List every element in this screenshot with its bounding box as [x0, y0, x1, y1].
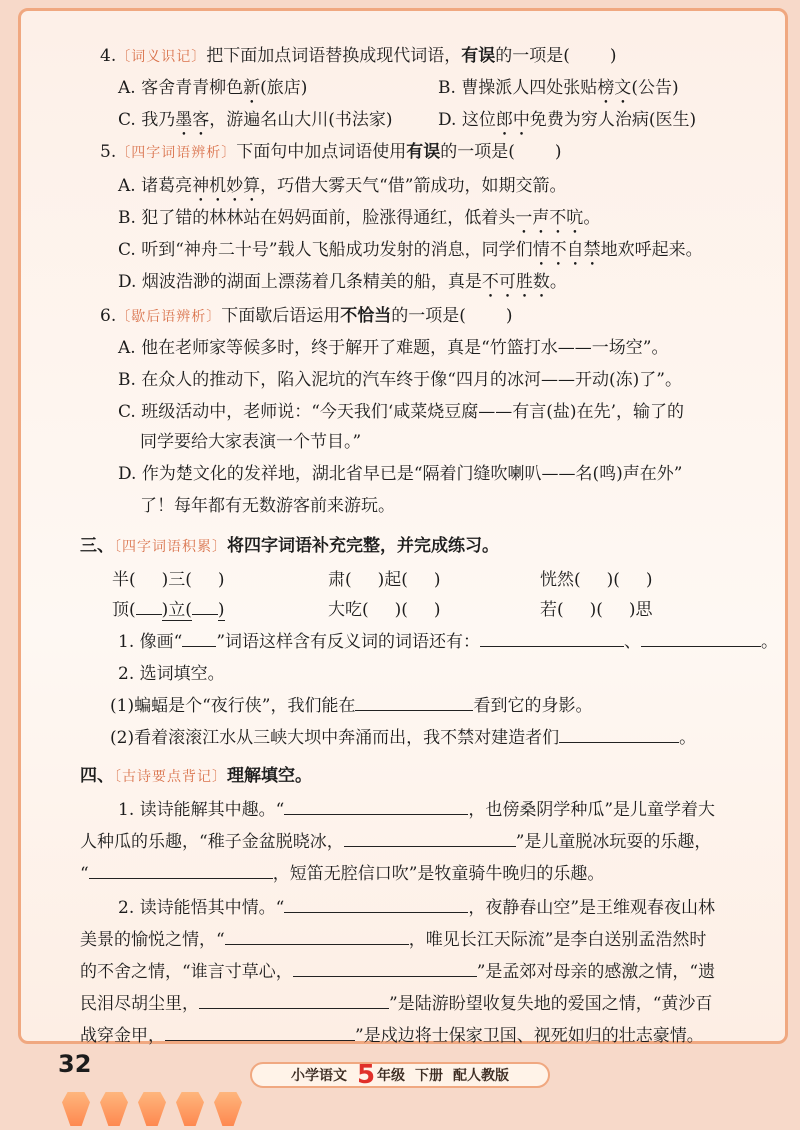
s4-l5-b: ，唯见长江天际流”是李白送别孟浩然时 — [408, 930, 707, 950]
s4-line-6 — [80, 960, 715, 984]
s4-line-1 — [118, 798, 715, 822]
s3-p4-blank[interactable] — [559, 727, 679, 743]
q5-stem-text2: 的一项是( — [440, 142, 515, 162]
q5-b-dotted: 一声不吭 — [515, 208, 584, 228]
q5-stem-text: 下面句中加点词语使用 — [236, 142, 407, 162]
q4-stem-emph: 有误 — [461, 46, 496, 66]
q4-d-text2: 免费为穷人治病(医生) — [529, 110, 697, 130]
q4-option-d[interactable] — [438, 108, 696, 140]
q5-stem-close: ) — [554, 142, 562, 162]
s3-p2-text: 2. 选词填空。 — [118, 664, 225, 684]
s4-blank-3[interactable] — [89, 863, 273, 879]
q5-d-dotted: 不可胜数 — [481, 272, 550, 292]
footer-subject: 小学语文 — [290, 1068, 347, 1084]
q4-stem-text: 把下面加点词语替换成现代词语， — [206, 46, 462, 66]
q4-option-a[interactable] — [118, 76, 307, 108]
s3-p1-blank-2[interactable] — [641, 631, 761, 647]
q6-option-d[interactable] — [118, 462, 682, 486]
q5-stem — [100, 140, 562, 165]
s4-l3-a: “ — [80, 864, 89, 884]
q5-a-dotted: 神机妙算 — [192, 176, 261, 196]
q6-b-text: B. 在众人的推动下，陷入泥坑的汽车终于像“四月的冰河——开动(冻)了”。 — [118, 370, 682, 390]
q5-tag: 〔四字词语辨析〕 — [116, 145, 237, 161]
idiom-6-b: )( — [589, 600, 603, 620]
idiom-6-c: )思 — [628, 600, 653, 620]
s4-l6-a: 的不舍之情，“谁言寸草心， — [80, 962, 293, 982]
footer-grade: 年级 — [377, 1068, 406, 1084]
s4-l2-a: 人种瓜的乐趣，“稚子金盆脱晓冰， — [80, 832, 344, 852]
q4-stem — [100, 44, 617, 69]
idiom-4[interactable] — [112, 598, 225, 622]
q5-option-d[interactable] — [118, 270, 567, 302]
idiom-1-a: 半( — [112, 570, 136, 590]
idiom-3[interactable] — [540, 568, 653, 592]
q4-option-b[interactable] — [438, 76, 679, 108]
s4-l7-a: 民泪尽胡尘里， — [80, 994, 199, 1014]
q5-stem-emph: 有误 — [406, 142, 441, 162]
idiom-4-c: ) — [217, 600, 225, 620]
footer-grade-number: 5 — [356, 1060, 376, 1090]
q5-c-dotted: 情不自禁 — [532, 240, 601, 260]
s3-p1-text-b: ”词语这样含有反义词的词语还有： — [216, 632, 481, 652]
idiom-6-a: 若( — [540, 600, 564, 620]
q6-tag: 〔歇后语辨析〕 — [116, 309, 222, 325]
s4-l4-a: 2. 读诗能悟其中情。“ — [118, 898, 285, 918]
q4-d-text: D. 这位 — [438, 110, 496, 130]
idiom-4-b: )立( — [161, 600, 192, 620]
q6-c-text: C. 班级活动中，老师说：“今天我们‘咸菜烧豆腐——有言(盐)在先’，输了的 — [118, 402, 684, 422]
idiom-5-a: 大吃( — [328, 600, 369, 620]
q6-stem-text2: 的一项是( — [391, 306, 466, 326]
idiom-2-b: )起( — [377, 570, 408, 590]
s4-blank-8[interactable] — [165, 1025, 355, 1041]
s4-line-2 — [80, 830, 711, 854]
s4-l1-b: ，也傍桑阴学种瓜”是儿童学着大 — [468, 800, 716, 820]
s4-blank-6[interactable] — [293, 961, 477, 977]
q4-c-dotted: 墨客 — [175, 110, 210, 130]
s3-p1-blank-1[interactable] — [480, 631, 624, 647]
s4-l1-a: 1. 读诗能解其中趣。“ — [118, 800, 285, 820]
book-info-badge — [250, 1062, 550, 1088]
q5-option-b[interactable] — [118, 206, 600, 238]
s4-blank-5[interactable] — [225, 929, 409, 945]
s3-practice-2-2 — [110, 726, 696, 750]
s4-l5-a: 美景的愉悦之情，“ — [80, 930, 225, 950]
idiom-2-a: 肃( — [328, 570, 352, 590]
idiom-5-c: ) — [433, 600, 441, 620]
q6-d-text: D. 作为楚文化的发祥地，湖北省早已是“隔着门缝吹喇叭——名(鸣)声在外” — [118, 464, 683, 484]
q5-a-text2: ，巧借大雾天气“借”箭成功，如期交箭。 — [260, 176, 567, 196]
q4-b-text: B. 曹操派人四处张贴 — [438, 78, 598, 98]
decorative-bars — [62, 1092, 242, 1126]
idiom-3-b: )( — [606, 570, 620, 590]
q4-tag: 〔词义识记〕 — [116, 49, 207, 65]
q6-a-text: A. 他在老师家等候多时，终于解开了难题，真是“竹篮打水——一场空”。 — [118, 338, 669, 358]
section-3-title: 将四字词语补充完整，并完成练习。 — [227, 536, 499, 556]
q5-option-c[interactable] — [118, 238, 703, 270]
s4-line-4 — [118, 896, 715, 920]
s3-p4-end: 。 — [679, 728, 697, 748]
idiom-5[interactable] — [328, 598, 441, 622]
s3-p3-blank[interactable] — [355, 695, 473, 711]
s4-line-5 — [80, 928, 706, 952]
decorative-bar-icon — [62, 1092, 90, 1126]
q4-stem-close: ) — [609, 46, 617, 66]
s4-l7-b: ”是陆游盼望收复失地的爱国之情，“黄沙百 — [389, 994, 713, 1014]
q4-a-text: A. 客舍青青柳色 — [118, 78, 244, 98]
q6-c-text2: 同学要给大家表演一个节目。” — [140, 432, 362, 452]
q4-c-text2: ，游遍名山大川(书法家) — [209, 110, 393, 130]
q6-stem-emph: 不恰当 — [340, 306, 392, 326]
q6-option-a[interactable] — [118, 336, 668, 360]
s4-l4-b: ，夜静春山空”是王维观春夜山林 — [468, 898, 716, 918]
footer-edition: 配人教版 — [453, 1068, 510, 1084]
q6-option-d-cont — [140, 494, 395, 518]
s3-p3-text-a: (1)蝙蝠是个“夜行侠”，我们能在 — [110, 696, 356, 716]
q6-stem-close: ) — [505, 306, 513, 326]
s4-blank-1[interactable] — [284, 799, 468, 815]
q5-c-text: C. 听到“神舟二十号”载人飞船成功发射的消息，同学们 — [118, 240, 533, 260]
s3-practice-2-1 — [110, 694, 592, 718]
s4-blank-4[interactable] — [284, 897, 468, 913]
section-3-number: 三、 — [80, 536, 114, 556]
section-3-tag: 〔四字词语积累〕 — [114, 539, 227, 555]
q6-option-c[interactable] — [118, 400, 684, 424]
q5-b-text: B. 犯了错的林林站在妈妈面前，脸涨得通红，低着头 — [118, 208, 516, 228]
idiom-6[interactable] — [540, 598, 653, 622]
q4-b-text2: (公告) — [631, 78, 679, 98]
s4-blank-2[interactable] — [344, 831, 516, 847]
idiom-2-c: ) — [433, 570, 441, 590]
s3-practice-1 — [118, 630, 778, 654]
footer-term: 下册 — [415, 1068, 444, 1084]
q4-stem-text2: 的一项是( — [495, 46, 570, 66]
section-4-number: 四、 — [80, 766, 114, 786]
idiom-1-c: ) — [217, 570, 225, 590]
q5-d-text: D. 烟波浩渺的湖面上漂荡着几条精美的船，真是 — [118, 272, 482, 292]
decorative-bar-icon — [176, 1092, 204, 1126]
q5-c-text2: 地欢呼起来。 — [600, 240, 703, 260]
q5-number: 5. — [100, 142, 117, 162]
s4-l3-b: ，短笛无腔信口吹”是牧童骑牛晚归的乐趣。 — [272, 864, 605, 884]
s4-l8-b: ”是戍边将士保家卫国、视死如归的壮志豪情。 — [355, 1026, 704, 1046]
idiom-1-b: )三( — [161, 570, 192, 590]
section-3-header — [80, 534, 499, 559]
idiom-3-c: ) — [645, 570, 653, 590]
idiom-4-blank-1[interactable] — [136, 599, 162, 615]
decorative-bar-icon — [138, 1092, 166, 1126]
s3-p1-sep: 、 — [624, 632, 642, 652]
s4-l2-b: ”是儿童脱冰玩耍的乐趣， — [515, 832, 712, 852]
section-4-title: 理解填空。 — [227, 766, 312, 786]
idiom-4-a: 顶( — [112, 600, 136, 620]
decorative-bar-icon — [100, 1092, 128, 1126]
q6-option-c-cont — [140, 430, 361, 454]
q6-d-text2: 了！每年都有无数游客前来游玩。 — [140, 496, 395, 516]
idiom-1[interactable] — [112, 568, 225, 592]
q4-c-text: C. 我乃 — [118, 110, 176, 130]
q6-number: 6. — [100, 306, 117, 326]
q6-option-b[interactable] — [118, 368, 682, 392]
q4-b-dotted: 榜文 — [597, 78, 632, 98]
idiom-3-a: 恍然( — [540, 570, 581, 590]
s4-l8-a: 战穿金甲， — [80, 1026, 165, 1046]
s4-blank-7[interactable] — [199, 993, 389, 1009]
s3-p1-end: 。 — [761, 632, 779, 652]
q4-d-dotted: 郎中 — [495, 110, 530, 130]
s3-p1-blank-word[interactable] — [182, 631, 216, 647]
q6-stem-text: 下面歇后语运用 — [221, 306, 341, 326]
q5-d-text2: 。 — [549, 272, 567, 292]
s3-practice-2 — [118, 662, 225, 686]
q4-number: 4. — [100, 46, 117, 66]
s3-p3-text-b: 看到它的身影。 — [473, 696, 593, 716]
s4-l6-b: ”是孟郊对母亲的感激之情，“遗 — [476, 962, 716, 982]
idiom-5-b: )( — [394, 600, 408, 620]
idiom-4-blank-2[interactable] — [192, 599, 218, 615]
page-number: 32 — [58, 1050, 92, 1078]
section-4-tag: 〔古诗要点背记〕 — [114, 769, 227, 785]
s4-line-8 — [80, 1024, 704, 1048]
q4-option-c[interactable] — [118, 108, 392, 140]
s4-line-7 — [80, 992, 712, 1016]
q4-a-text2: (旅店) — [260, 78, 308, 98]
s3-p1-text-a: 1. 像画“ — [118, 632, 183, 652]
q5-b-text2: 。 — [583, 208, 601, 228]
q4-a-dotted: 新 — [243, 78, 261, 98]
q5-option-a[interactable] — [118, 174, 566, 206]
decorative-bar-icon — [214, 1092, 242, 1126]
worksheet-page — [40, 20, 779, 1046]
s3-p4-text-a: (2)看着滚滚江水从三峡大坝中奔涌而出，我不禁对建造者们 — [110, 728, 560, 748]
q6-stem — [100, 304, 513, 329]
q5-a-text: A. 诸葛亮 — [118, 176, 193, 196]
s4-line-3 — [80, 862, 604, 886]
idiom-2[interactable] — [328, 568, 441, 592]
section-4-header — [80, 764, 312, 789]
